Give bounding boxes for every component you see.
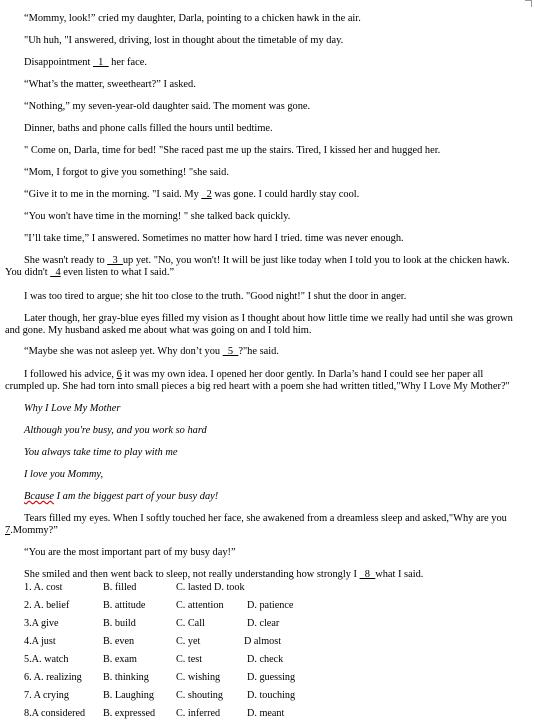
paragraph: Disappointment _1_ her face. (24, 57, 147, 68)
blank-1: _1_ (92, 57, 109, 68)
paragraph: She wasn't ready to _3_up yet. "No, you won't! It will be just like today when I told you to look at the chicken hawk. (24, 255, 510, 266)
paragraph: "Uh huh, "I answered, driving, lost in thought about the timetable of my day. (24, 35, 344, 46)
blank-5: _5_ (222, 346, 239, 357)
paragraph: " Come on, Darla, time for bed! "She raced past me up the stairs. Tired, I kissed her and hugged her. (24, 145, 441, 156)
question-5-option-d: D. check (247, 654, 284, 665)
paragraph: She smiled and then went back to sleep, not really understanding how strongly I _8_what I said. (24, 569, 424, 580)
question-8-option-c: C. inferred (176, 708, 221, 719)
question-6-option-a: 6. A. realizing (24, 672, 82, 683)
question-8-option-d: D. meant (247, 708, 285, 719)
paragraph: Dinner, baths and phone calls filled the hours until bedtime. (24, 123, 273, 134)
question-7-option-c: C. shouting (176, 690, 223, 701)
paragraph-continued: crumpled up. She had torn into small pieces a big red heart with a poem she had written titled,"Why I Love My Mother?" (5, 381, 510, 392)
paragraph-continued: You didn't _4 even listen to what I said.” (5, 267, 175, 278)
question-1-option-a: 1. A. cost (24, 582, 63, 593)
question-4-option-b: B. even (103, 636, 135, 647)
question-7-option-d: D. touching (247, 690, 296, 701)
paragraph: Later though, her gray-blue eyes filled my vision as I thought about how little time we really had until she was grown (24, 313, 513, 324)
question-1-option-d: D. took (214, 582, 245, 593)
paragraph: Tears filled my eyes. When I softly touched her face, she awakened from a dreamless sleep and asked,"Why are you (24, 513, 507, 524)
question-1-option-b: B. filled (103, 582, 137, 593)
page-corner-mark (525, 0, 532, 7)
question-7-option-a: 7. A crying (24, 690, 69, 701)
poem-line: I love you Mommy, (24, 469, 104, 480)
poem-line: You always take time to play with me (24, 447, 178, 458)
paragraph: “Maybe she was not asleep yet. Why don’t you _5_?"he said. (24, 346, 279, 357)
question-7-option-b: B. Laughing (103, 690, 154, 701)
blank-3: _3_ (107, 255, 123, 266)
blank-4: _4 (50, 267, 61, 278)
question-6-option-b: B. thinking (103, 672, 149, 683)
poem-title: Why I Love My Mother (24, 403, 121, 414)
paragraph: "I’ll take time,” I answered. Sometimes no matter how hard I tried. time was never enough. (24, 233, 404, 244)
blank-6: 6 (116, 369, 122, 380)
question-2-option-d: D. patience (247, 600, 294, 611)
question-8-option-a: 8.A considered (24, 708, 86, 719)
paragraph: I was too tired to argue; she hit too close to the truth. "Good night!" I shut the door in anger. (24, 291, 407, 302)
misspelled-word: Bcause (24, 491, 55, 502)
paragraph: “Nothing,” my seven-year-old daughter said. The moment was gone. (24, 101, 311, 112)
question-4-option-c: C. yet (176, 636, 201, 647)
poem-line: Although you're busy, and you work so hard (24, 425, 207, 436)
question-8-option-b: B. expressed (103, 708, 156, 719)
question-6-option-d: D. guessing (247, 672, 296, 683)
paragraph: “You won't have time in the morning! " she talked back quickly. (24, 211, 291, 222)
question-3-option-a: 3.A give (24, 618, 59, 629)
paragraph: I followed his advice, 6 it was my own idea. I opened her door gently. In Darla’s hand I could see her paper all (24, 369, 484, 380)
question-2-option-b: B. attitude (103, 600, 146, 611)
question-5-option-c: C. test (176, 654, 203, 665)
question-3-option-c: C. Call (176, 618, 205, 629)
question-4-option-a: 4.A just (24, 636, 56, 647)
question-4-option-d: D almost (244, 636, 282, 647)
poem-line: Bcause I am the biggest part of your busy day! (24, 491, 219, 502)
question-3-option-d: D. clear (247, 618, 280, 629)
question-5-option-a: 5.A. watch (24, 654, 69, 665)
question-2-option-a: 2. A. belief (24, 600, 70, 611)
question-2-option-c: C. attention (176, 600, 224, 611)
paragraph-continued: 7.Mommy?” (5, 525, 58, 536)
question-5-option-b: B. exam (103, 654, 137, 665)
paragraph: “Give it to me in the morning. "I said. My _2 was gone. I could hardly stay cool. (24, 189, 360, 200)
question-1-option-c: C. lasted (176, 582, 212, 593)
question-3-option-b: B. build (103, 618, 136, 629)
blank-8: _8_ (359, 569, 376, 580)
question-6-option-c: C. wishing (176, 672, 221, 683)
blank-7: 7 (5, 525, 11, 536)
paragraph: “Mommy, look!” cried my daughter, Darla, pointing to a chicken hawk in the air. (24, 13, 361, 24)
blank-2: _2 (201, 189, 212, 200)
paragraph: “You are the most important part of my busy day!” (24, 547, 236, 558)
paragraph-continued: and gone. My husband asked me about what was going on and I told him. (5, 325, 312, 336)
paragraph: “Mom, I forgot to give you something! "she said. (24, 167, 229, 178)
paragraph: “What’s the matter, sweetheart?” I asked. (24, 79, 196, 90)
